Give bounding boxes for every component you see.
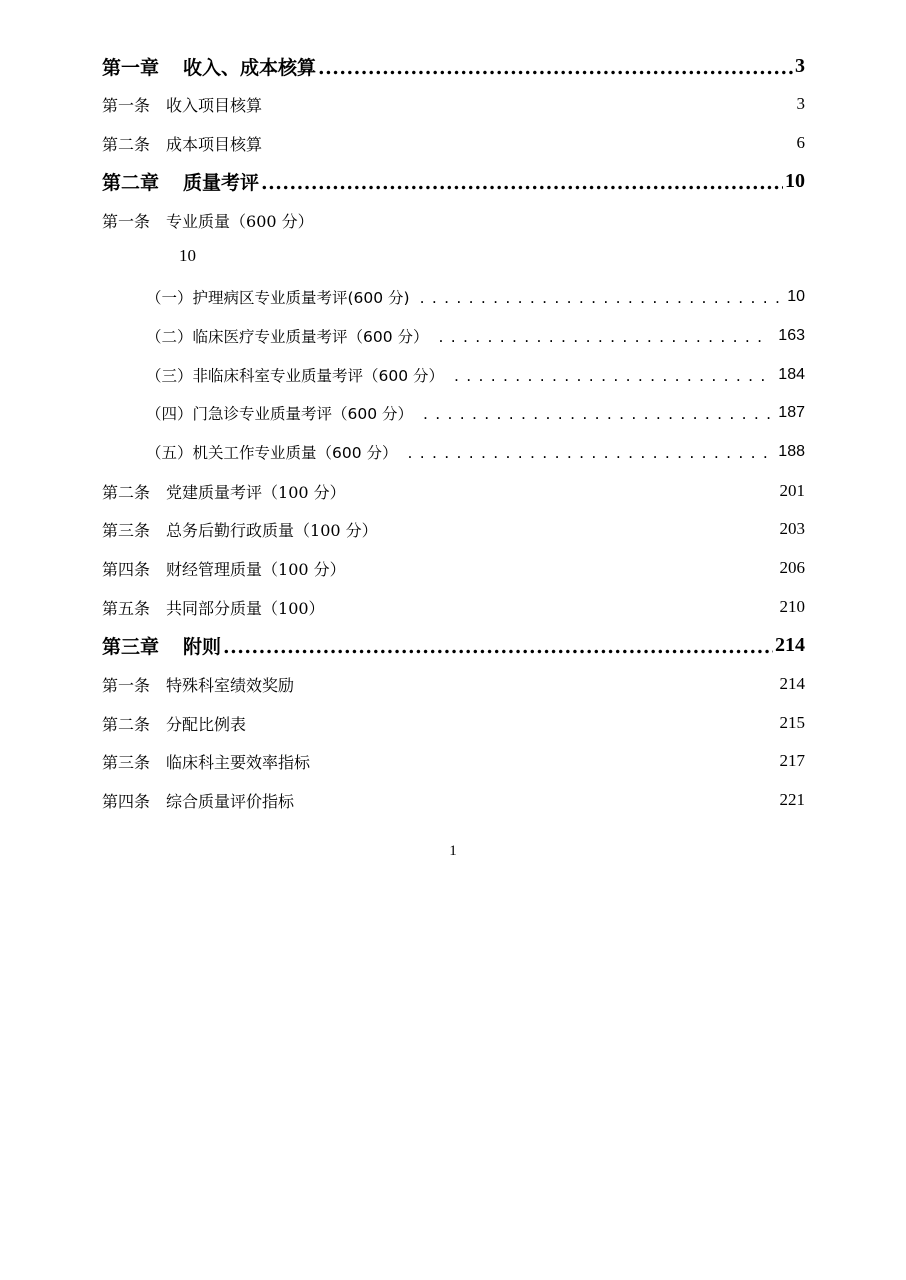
toc-article-2-5[interactable] [102,592,805,622]
toc-entry-label [102,168,259,195]
article-title: 党建质量考评（100 分） [166,482,346,502]
toc-article-2-4[interactable] [102,553,805,583]
toc-entry-label [102,132,262,155]
article-number: 第一条 [102,95,151,115]
page-number: 221 [779,790,805,809]
wrapped-page-number: 10 [179,246,196,265]
page-number: 10 [787,288,805,305]
toc-entry-label [102,789,294,812]
article-title: 专业质量（600 分） [166,211,314,231]
subsection-title: （四）门急诊专业质量考评（600 分） [146,405,414,423]
article-number: 第三条 [102,520,151,540]
toc-entry-label [102,209,314,232]
article-title: 总务后勤行政质量（100 分） [166,520,378,540]
chapter-number: 第二章 [102,171,160,194]
toc-article-2-1[interactable] [102,205,805,235]
page-number: 163 [778,327,805,344]
toc-entry-label [102,480,346,503]
article-number: 第一条 [102,211,151,231]
page-number: 3 [795,54,805,77]
page-number: 203 [779,519,805,538]
subsection-title: （三）非临床科室专业质量考评（600 分） [146,367,445,385]
toc-chapter-1[interactable] [102,51,805,81]
toc-article-3-3[interactable] [102,746,805,776]
article-title: 临床科主要效率指标 [166,752,311,772]
page-number: 3 [796,94,805,113]
chapter-title: 收入、成本核算 [183,56,317,79]
toc-article-3-1[interactable] [102,669,805,699]
chapter-number: 第三章 [102,635,160,658]
page-number: 214 [775,633,805,656]
article-number: 第二条 [102,134,151,154]
toc-article-1-1[interactable] [102,89,805,119]
article-number: 第一条 [102,675,151,695]
toc-chapter-3[interactable] [102,630,805,660]
article-title: 特殊科室绩效奖励 [166,675,295,695]
page-number: 184 [778,366,805,383]
toc-entry-label [102,93,262,116]
page-number: 201 [779,481,805,500]
subsection-title: （一）护理病区专业质量考评(600 分) [146,289,410,307]
dot-leader [454,369,770,385]
toc-entry-label [102,632,221,659]
toc-entry-label [102,712,246,735]
dot-leader [318,59,793,78]
subsection-title: （五）机关工作专业质量（600 分） [146,444,398,462]
page-number: 215 [779,713,805,732]
toc-article-2-2[interactable] [102,476,805,506]
toc-chapter-2[interactable] [102,166,805,196]
dot-leader [439,330,771,346]
toc-entry-label [102,596,325,619]
page-number: 210 [779,597,805,616]
toc-article-3-4[interactable] [102,785,805,815]
page-number: 217 [779,751,805,770]
article-title: 成本项目核算 [166,134,263,154]
chapter-number: 第一章 [102,56,160,79]
toc-article-2-3[interactable] [102,514,805,544]
footer-page-number: 1 [449,843,457,859]
toc-entry-label [102,750,310,773]
page-number: 10 [785,169,805,192]
toc-subsection-2[interactable] [146,321,805,351]
toc-subsection-5[interactable] [146,437,805,467]
toc-article-3-2[interactable] [102,708,805,738]
toc-subsection-1[interactable] [146,282,805,312]
toc-entry-label [102,557,346,580]
toc-subsection-4[interactable] [146,398,805,428]
article-number: 第三条 [102,752,151,772]
dot-leader [423,407,770,423]
article-number: 第四条 [102,791,151,811]
dot-leader [261,174,783,193]
article-number: 第二条 [102,714,151,734]
article-title: 分配比例表 [166,714,247,734]
toc-entry-label [102,673,294,696]
page-number: 187 [778,404,805,421]
article-title: 共同部分质量（100） [166,598,325,618]
chapter-title: 附则 [183,635,222,658]
article-number: 第五条 [102,598,151,618]
article-number: 第二条 [102,482,151,502]
chapter-title: 质量考评 [183,171,260,194]
toc-entry-label [102,518,378,541]
toc-subsection-3[interactable] [146,360,805,390]
dot-leader [408,446,771,462]
page-number: 214 [779,674,805,693]
subsection-title: （二）临床医疗专业质量考评（600 分） [146,328,429,346]
article-title: 收入项目核算 [166,95,263,115]
page-number: 206 [779,558,805,577]
article-title: 综合质量评价指标 [166,791,295,811]
article-title: 财经管理质量（100 分） [166,559,346,579]
page-number: 188 [778,443,805,460]
toc-article-1-2[interactable] [102,128,805,158]
page-number: 6 [796,133,805,152]
article-number: 第四条 [102,559,151,579]
toc-entry-label [102,53,316,80]
dot-leader [223,638,773,657]
dot-leader [420,291,780,307]
